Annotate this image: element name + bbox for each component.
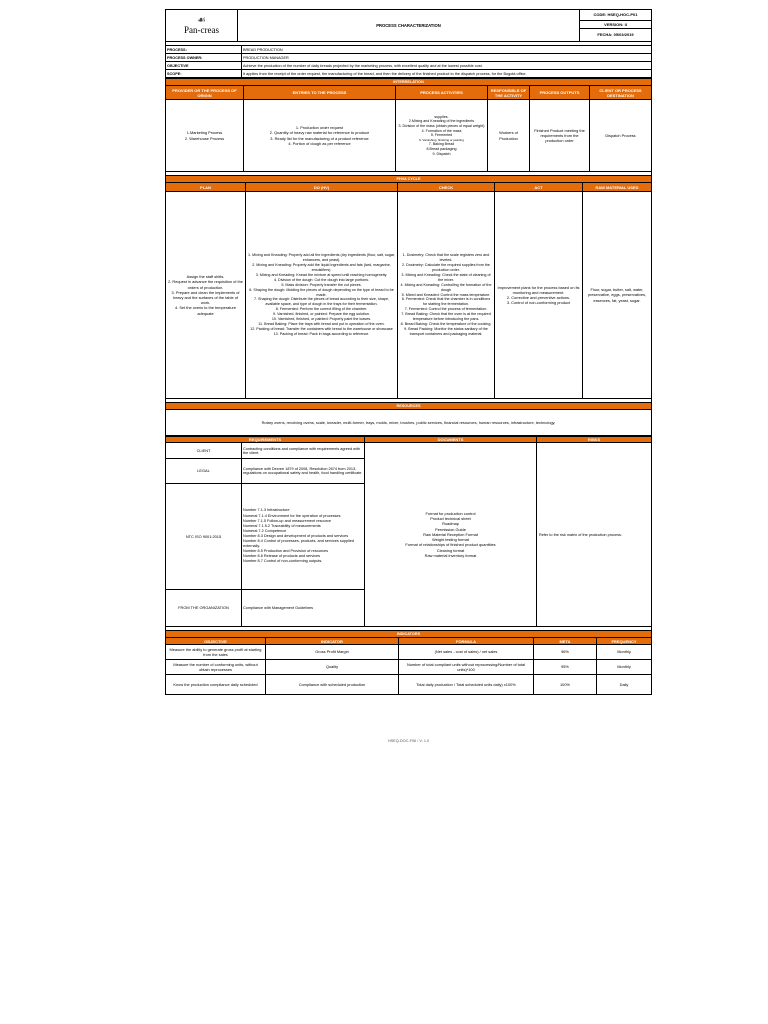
col-entries: ENTRIES TO THE PROCESS [244, 86, 396, 100]
ind-formula: Number of total compliant units without reprocessing/Number of total units)*100 [399, 660, 534, 675]
check-item: 7. Bread Baking: Check that the oven is at the required temperature before introducing the pans. [401, 312, 491, 322]
scope-value: It applies from the receipt of the order request, the manufacturing of the bread, and then the delivery of the finished product to the dispatch process, for the Bogotá office. [242, 70, 652, 78]
phva-band: PHVA CYCLE [166, 176, 652, 183]
col-plan: PLAN [166, 183, 246, 192]
ind-indicator: Gross Profit Margin [266, 645, 399, 660]
col-requirements: REQUIREMENTS [166, 437, 365, 443]
risks-cell: Refer to the risk matrix of the production process. [537, 443, 652, 627]
col-risks: RISKS [537, 437, 652, 443]
indicators-band: INDICATORS [166, 631, 652, 638]
do-item: 6. Shaping the dough: Molding the pieces of dough depending on the type of bread to be made. [249, 287, 394, 297]
document-item: Raw Material Reception Format [423, 531, 478, 537]
document-title: PROCESS CHARACTERIZATION [238, 10, 580, 42]
col-ind-indicator: INDICATOR [266, 638, 399, 645]
ind-objective: Measure the ability to generate gross profit at starting from the sales [166, 645, 266, 660]
indicators-table [165, 630, 652, 695]
req-legal-text: Compliance with Decree 1879 of 2008, Resolution 2674 from 2013, regulations on occupational safety and health, food handling certificate. [242, 459, 365, 484]
table-row [166, 660, 652, 675]
col-act: ACT [495, 183, 583, 192]
iso-item: Number 7.1.5 Follow-up and measurement resource [243, 518, 332, 523]
iso-item: Number 8.3 Design and development of products and services [243, 533, 349, 538]
do-item: 4. Division of the dough: Cut the dough into large portions. [273, 277, 370, 282]
interrelation-table [165, 78, 652, 172]
check-item: 5. Mixed and Kneaded: Control the mass temperature. [401, 292, 491, 297]
do-item: 11. Bread Baking: Place the trays with bread and put in operation of the oven. [258, 321, 385, 326]
document-item: Roadmap [442, 521, 459, 527]
activity-7: 7. Baking Bread [428, 142, 455, 147]
activities-cell [396, 100, 488, 172]
ind-frequency: Daily [597, 675, 652, 695]
ind-indicator: Quality [266, 660, 399, 675]
iso-item: Numeral 7.1.5.2 Traceability of measurements [243, 523, 321, 528]
req-org-text: Compliance with Management Guidelines [242, 590, 365, 627]
iso-item: Numeral 7.1.4 Environment for the operation of processes [243, 513, 341, 518]
document-item: Weight testing format [432, 537, 469, 543]
check-item: 4. Mixing and Kneading: Controlling the formation of the dough [400, 282, 492, 292]
activity-9: 9. Dispatch [432, 151, 451, 156]
plan-item: 3. Prepare and clean the implements of heavy and the surfaces of the table of work. [171, 289, 240, 306]
req-client-text: Contracting conditions and compliance with requirements agreed with the client. [242, 443, 365, 459]
objective-value: Achieve the production of the number of daily breads projected by the marketing process, with excellent quality and at the lowest possible cost. [242, 62, 652, 70]
document-item: Format of relationships of finished product quantities [405, 542, 496, 548]
act-item: 3. Control of non-conforming product [506, 300, 571, 306]
check-item: 9. Bread Packing: Monitor the status sanitary of the transport containers and packaging material. [404, 326, 488, 336]
do-item: 13. Packing of bread: Pack in bags according to reference. [273, 331, 370, 336]
col-raw: RAW MATERIAL USED [583, 183, 652, 192]
do-item: 10. Varnished, finished, or painted: Properly paint the loaves. [271, 317, 372, 322]
do-item: 5. Mass division: Properly transfer the cut pieces. [281, 282, 362, 287]
owner-value: PRODUCTION MANAGER [242, 54, 652, 62]
document-code: CODE: HSEQ-HOC-P01 [580, 10, 652, 21]
activity-4: 4. Formation of the mass [421, 128, 462, 133]
check-item: 2. Dosimetry: Calculate the required supplies from the production order. [402, 263, 490, 273]
do-item: 9. Varnished, finished, or painted: Prepare the egg solution. [273, 312, 370, 317]
activity-8: 8.Bread packaging [426, 146, 457, 151]
phva-table [165, 175, 652, 399]
col-documents: DOCUMENTS [365, 437, 537, 443]
req-client-label: CLIENT [166, 443, 242, 459]
req-org-label: FROM THE ORGANIZATION [166, 590, 242, 627]
resources-band: RESOURCES [166, 403, 652, 410]
col-ind-meta: META [534, 638, 597, 645]
table-row [166, 645, 652, 660]
do-cell [246, 192, 398, 399]
ind-objective: Know the production compliance daily scheduled [166, 675, 266, 695]
ind-objective: Measure the number of conforming units, without obtain reprocesses [166, 660, 266, 675]
col-responsible: RESPONSIBLE OF THE ACTIVITY [488, 86, 530, 100]
req-iso-label: NTC ISO 9001:2015 [166, 484, 242, 590]
document-item: Raw material inventory format [424, 552, 477, 558]
col-do: DO (HV) [246, 183, 398, 192]
col-check: CHECK [398, 183, 495, 192]
do-item: 1. Mixing and Kneading: Properly add all the ingredients (dry ingredients (flour, salt, sugar, enhancers, and yeast). [248, 253, 395, 263]
document-date: FECHA: 05/03/2019 [580, 29, 652, 42]
act-cell [495, 192, 583, 399]
ind-meta: 95% [534, 660, 597, 675]
ind-meta: 100% [534, 675, 597, 695]
activity-2: 2.Mixing and Kneading of the ingredients [408, 119, 475, 124]
ind-formula: Total daily production / Total scheduled units daily) x100% [399, 675, 534, 695]
objective-label: OBJECTIVE [166, 62, 242, 70]
col-ind-objective: OBJECTIVE [166, 638, 266, 645]
check-item: 6. Fermented: Check that the chamber is in conditions for starting the fermentation. [401, 297, 491, 307]
check-item: 7. Fermented: Control the process of fermentation. [404, 307, 488, 312]
logo-text: Pan-creas [184, 25, 219, 35]
provider-2: 2. Warehouse Process [184, 135, 225, 141]
act-item: Improvement plans for the process based on its monitoring and measurement. [497, 284, 580, 295]
footer-code: HSEQ-DOC-F06 / V: 1.0 [387, 739, 430, 743]
col-client: CLIENT OR PROCESS DESTINATION [590, 86, 652, 100]
do-item: 8. Fermented: Perform the correct filling of the chamber. [275, 307, 368, 312]
plan-item: 4. Set the ovens to the temperature adequate [175, 305, 236, 316]
iso-item: Number 7.1.3 Infrastructure [243, 508, 290, 513]
resources-table [165, 402, 652, 436]
activity-6: 6. Varnishing, finishing or painting [419, 137, 464, 142]
scope-label: SCOPE: [166, 70, 242, 78]
documents-cell [365, 443, 537, 627]
act-item: 2. Corrective and preventive actions. [506, 295, 571, 300]
col-ind-frequency: FREQUENCY [597, 638, 652, 645]
do-item: 3. Mixing and Kneading: Knead the mixture at speed until reaching homogeneity. [255, 272, 388, 277]
check-item: 8. Bread Baking: Check the temperature of the cooking. [400, 321, 492, 326]
process-value: BREAD PRODUCTION [242, 46, 652, 54]
activity-5: 5. Fermented [430, 133, 453, 138]
col-ind-formula: FORMULA [399, 638, 534, 645]
document-version: VERSION: II [580, 21, 652, 29]
entry-1: 1. Production order request [295, 125, 344, 131]
plan-item: 2. Request in advance the requisition of the orders of production. [168, 279, 243, 290]
ind-indicator: Compliance with scheduled production [266, 675, 399, 695]
info-table [165, 45, 652, 78]
document-item: Format for production control [425, 511, 476, 517]
process-characterization-sheet [165, 9, 652, 743]
header-table [165, 9, 652, 42]
document-item: Product technical sheet [430, 516, 471, 522]
logo [166, 10, 238, 42]
activity-3: 3. Division of the mass (obtain pieces of equal weight) [398, 124, 485, 129]
check-cell [398, 192, 495, 399]
req-iso-text [242, 484, 365, 590]
ind-frequency: Monthly [597, 645, 652, 660]
resources-text: Rotary ovens, revolving ovens, scale, kneader, multi-former, trays, molds, mixer, brushes, public services, financial resources, human resources, infrastructure, technology. [166, 410, 652, 436]
iso-item: Number 8.7 Control of non-conforming outputs. [243, 559, 323, 564]
iso-item: Number 8.4 Control of processes, products, and services supplied externally. [243, 539, 355, 549]
do-item: 7. Shaping the dough: Distribute the pieces of bread according to their size, shape, available space, and type of dough in the trays for their fermentation. [253, 297, 390, 307]
raw-material-cell: Flour, sugar, butter, salt, water, preservative, eggs, preservatives, essences, fat, yeast, sugar. [583, 192, 652, 399]
provider-1: 1.Marketing Process [186, 130, 223, 136]
entry-3: 3. Ready list for the manufacturing of a product reference [270, 135, 369, 141]
ind-formula: (Net sales - cost of sales) / net sales [399, 645, 534, 660]
entries-cell [244, 100, 396, 172]
iso-item: Numeral 7.2 Competence [243, 528, 287, 533]
plan-item: Assign the staff shifts. [186, 274, 225, 280]
activity-1: supplies. [434, 114, 449, 119]
iso-item: Number 8.5 Production and Provision of resources [243, 549, 329, 554]
table-row [166, 675, 652, 695]
responsible-cell: Workers of Production [488, 100, 530, 172]
document-item: Cleaning format [436, 547, 465, 553]
provider-cell [166, 100, 244, 172]
entry-4: 4. Portion of dough as per reference [288, 140, 351, 146]
plan-cell [166, 192, 246, 399]
interrelation-band: INTERRELATION [166, 79, 652, 86]
do-item: 2. Mixing and Kneading: Properly add the liquid ingredients and fats (lard, margarine, emulsifiers). [252, 263, 391, 273]
check-item: 3. Mixing and Kneading: Check the state of cleaning of the mixer. [401, 272, 491, 282]
requirements-table [165, 436, 652, 627]
iso-item: Number 8.6 Release of products and services [243, 554, 321, 559]
col-outputs: PROCESS OUTPUTS [530, 86, 590, 100]
entry-2: 2. Quantity of heavy raw material for reference to produce [269, 130, 370, 136]
do-item: 12. Packing of bread: Transfer the containers with bread to the warehouse or showcase [250, 326, 393, 331]
bread-logo-icon: ☙ [197, 15, 206, 26]
process-label: PROCESS: [166, 46, 242, 54]
ind-frequency: Monthly [597, 660, 652, 675]
client-cell: Dispatch Process [590, 100, 652, 172]
document-item: Permission Guide [435, 526, 466, 532]
req-legal-label: LEGAL [166, 459, 242, 484]
outputs-cell: Finished Product meeting the requirements from the production order [530, 100, 590, 172]
col-activities: PROCESS ACTIVITIES [396, 86, 488, 100]
ind-meta: 96% [534, 645, 597, 660]
owner-label: PROCESS OWNER: [166, 54, 242, 62]
check-item: 1. Dosimetry: Check that the scale registers zero and leveled. [402, 253, 490, 263]
col-provider: PROVIDER OR THE PROCESS OF ORIGIN [166, 86, 244, 100]
